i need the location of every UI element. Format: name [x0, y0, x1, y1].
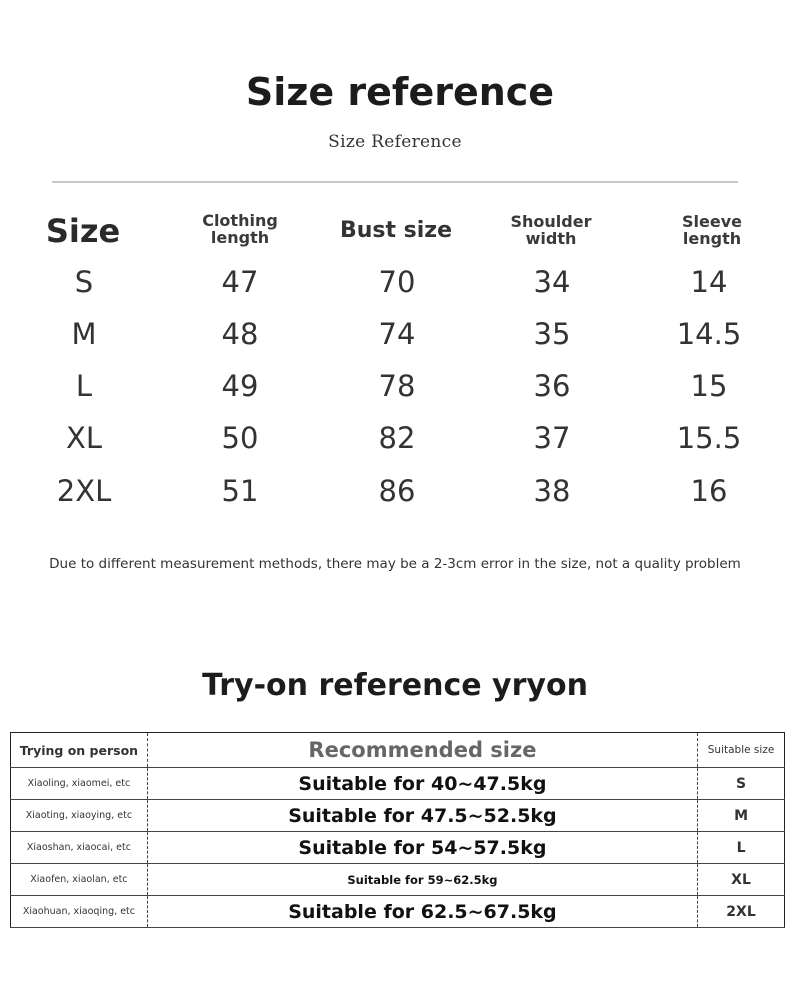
person-cell: Xiaoshan, xiaocai, etc [11, 832, 148, 864]
sleeve-length-cell: 16 [690, 474, 728, 508]
table-row [11, 832, 785, 864]
suitable-size-cell: M [698, 800, 785, 832]
shoulder-width-cell: 36 [533, 369, 571, 403]
shoulder-width-cell: 35 [533, 317, 571, 351]
person-cell: Xiaohuan, xiaoqing, etc [11, 896, 148, 928]
page-subtitle: Size Reference [328, 132, 462, 152]
size-cell: XL [65, 421, 103, 455]
tryon-title: Try-on reference yryon [202, 668, 588, 703]
recommended-cell: Suitable for 40~47.5kg [147, 768, 697, 800]
table-row [11, 800, 785, 832]
bust-size-cell: 74 [378, 317, 416, 351]
bust-size-cell: 70 [378, 265, 416, 299]
tryon-table [10, 732, 785, 928]
sleeve-length-cell: 15.5 [676, 421, 742, 455]
header-trying-on-person: Trying on person [11, 733, 148, 768]
suitable-size-cell: XL [698, 864, 785, 896]
clothing-length-cell: 47 [221, 265, 259, 299]
header-size: Size [45, 212, 121, 250]
header-bust-size: Bust size [339, 218, 453, 243]
header-sleeve-length: Sleeve length [682, 212, 742, 248]
size-cell: M [71, 317, 97, 351]
person-cell: Xiaoling, xiaomei, etc [11, 768, 148, 800]
page-title: Size reference [245, 70, 555, 114]
sleeve-length-cell: 15 [690, 369, 728, 403]
tryon-header-row [11, 733, 785, 768]
shoulder-width-cell: 38 [533, 474, 571, 508]
header-suitable-size: Suitable size [698, 733, 785, 768]
recommended-cell: Suitable for 62.5~67.5kg [147, 896, 697, 928]
recommended-cell: Suitable for 47.5~52.5kg [147, 800, 697, 832]
sleeve-length-cell: 14.5 [676, 317, 742, 351]
header-clothing-length: Clothing length [202, 211, 278, 247]
table-row [11, 864, 785, 896]
size-cell: L [75, 369, 93, 403]
table-row [11, 896, 785, 928]
bust-size-cell: 86 [378, 474, 416, 508]
sleeve-length-cell: 14 [690, 265, 728, 299]
shoulder-width-cell: 37 [533, 421, 571, 455]
person-cell: Xiaoting, xiaoying, etc [11, 800, 148, 832]
size-cell: S [74, 265, 94, 299]
table-row [11, 768, 785, 800]
suitable-size-cell: 2XL [698, 896, 785, 928]
header-shoulder-width: Shoulder width [510, 212, 592, 248]
measurement-note: Due to different measurement methods, there may be a 2-3cm error in the size, not a quality problem [49, 556, 741, 572]
clothing-length-cell: 49 [221, 369, 259, 403]
clothing-length-cell: 50 [221, 421, 259, 455]
recommended-cell: Suitable for 54~57.5kg [147, 832, 697, 864]
recommended-cell: Suitable for 59~62.5kg [147, 864, 697, 896]
clothing-length-cell: 51 [221, 474, 259, 508]
shoulder-width-cell: 34 [533, 265, 571, 299]
person-cell: Xiaofen, xiaolan, etc [11, 864, 148, 896]
bust-size-cell: 82 [378, 421, 416, 455]
clothing-length-cell: 48 [221, 317, 259, 351]
size-cell: 2XL [56, 474, 112, 508]
suitable-size-cell: S [698, 768, 785, 800]
divider [52, 181, 738, 183]
header-recommended-size: Recommended size [147, 733, 697, 768]
bust-size-cell: 78 [378, 369, 416, 403]
suitable-size-cell: L [698, 832, 785, 864]
